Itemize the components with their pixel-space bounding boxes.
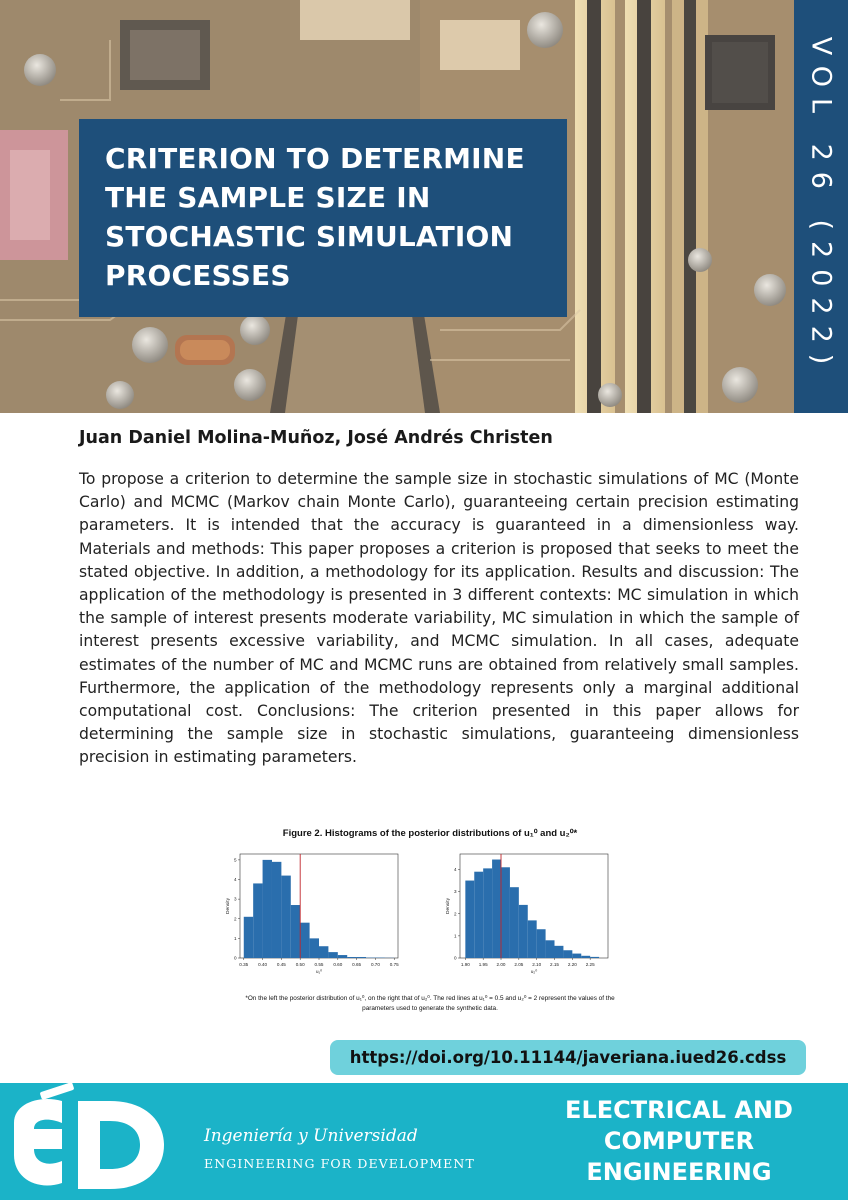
histogram-bar [474,872,483,958]
y-tick-label: 0 [453,955,457,961]
histogram-bar [319,946,328,958]
cover-photo [0,0,848,413]
x-tick-label: 2.10 [532,962,542,967]
x-tick-label: 0.60 [333,962,343,967]
journal-subtitle: ENGINEERING FOR DEVELOPMENT [204,1156,475,1171]
x-tick-label: 1.95 [478,962,488,967]
histogram-bar [563,950,572,958]
journal-name: Ingeniería y Universidad [204,1126,418,1146]
x-tick-label: 0.65 [352,962,362,967]
histogram-bar [572,954,581,958]
figure-caption-line: parameters used to generate the synthetic data. [362,1005,498,1012]
histogram-bar [528,920,537,958]
department-line: COMPUTER [603,1127,755,1155]
x-tick-label: 0.40 [258,962,268,967]
y-tick-label: 0 [233,955,237,961]
department-line: ENGINEERING [586,1158,772,1186]
histogram-bar [357,957,366,958]
title-line: CRITERION TO DETERMINE [105,142,525,175]
title-line: THE SAMPLE SIZE IN [105,181,431,214]
volume-label: VOL 26 (2022) [805,36,837,376]
y-tick-label: 1 [453,933,457,939]
footer [0,1083,848,1200]
volume-strip [794,0,848,413]
histogram-bar [281,876,290,958]
histogram-bar [244,917,253,958]
histogram-bar [310,938,319,958]
histogram-bar [300,923,309,958]
authors: Juan Daniel Molina-Muñoz, José Andrés Christen [79,428,553,448]
x-tick-label: 0.75 [389,962,399,967]
y-axis-label: Density [226,898,231,914]
histogram-bar [501,867,510,958]
y-tick-label: 2 [453,911,457,917]
histogram-figure [220,846,640,994]
histogram-bar [328,952,337,958]
department-line: ELECTRICAL AND [565,1096,793,1124]
histogram-bar [519,905,528,958]
histogram-bar [546,940,555,958]
histogram-bar [291,905,300,958]
x-tick-label: 1.90 [460,962,470,967]
y-tick-label: 3 [453,889,457,895]
abstract: To propose a criterion to determine the sample size in stochastic simulations of MC (Monte Carlo) and MCMC (Markov chain Monte Carlo), guaranteeing certain precision estimating parameters. It is intended that the accuracy is guaranteed in a dimensionless way. Materials and methods: This paper proposes a criterion is proposed that seeks to meet the stated objective. In addition, a methodology for its application. Results and discussion: The application of the methodology is presented in 3 different contexts: MC simulation in which the sample of interest presents moderate variability, MC simulation in which the sample of interest presents excessive variability, and MCMC simulation. In all cases, adequate estimates of the number of MC and MCMC runs are obtained from relatively small samples. Furthermore, the application of the methodology represents only a marginal additional computational cost. Conclusions: The criterion presented in this paper allows for determining the sample size in stochastic simulations, guaranteeing dimensionless precision in estimating parameters. [79,470,799,767]
x-tick-label: 2.25 [585,962,595,967]
x-tick-label: 2.05 [514,962,524,967]
x-tick-label: 2.00 [496,962,506,967]
y-tick-label: 3 [233,896,237,902]
histogram-bar [272,862,281,958]
figure-caption [220,994,640,1014]
x-tick-label: 2.15 [550,962,559,967]
y-tick-label: 4 [233,877,237,883]
y-tick-label: 4 [453,867,457,873]
y-tick-label: 2 [233,916,237,922]
x-tick-label: 0.35 [239,962,249,967]
histogram-bar [510,887,519,958]
histogram-bar [338,955,347,958]
department-label [520,1095,838,1188]
journal-logo-icon [0,1083,200,1200]
figure-caption-line: *On the left the posterior distribution of u₁⁰, on the right that of u₂⁰. The red lines at u₁⁰ = 0.5 and u₂⁰ = 2 represent the values of the [245,995,615,1002]
y-tick-label: 1 [233,935,237,941]
x-tick-label: 0.55 [314,962,324,967]
histogram-bar [263,860,272,958]
histogram-bar [483,868,492,958]
histogram-bar [537,929,546,958]
figure [220,828,640,1028]
histogram-bar [492,860,501,958]
histogram-bar [465,881,474,958]
y-tick-label: 5 [233,857,237,863]
histogram-bar [253,883,262,958]
x-tick-label: 0.50 [295,962,305,967]
title-box [79,119,567,317]
x-axis-label: u₂⁰ [530,970,538,975]
histogram-bar [590,957,599,958]
histogram-bar [347,957,356,958]
x-tick-label: 0.45 [276,962,286,967]
x-tick-label: 2.20 [567,962,577,967]
title-line: PROCESSES [105,259,291,292]
histogram-bar [581,956,590,958]
figure-title: Figure 2. Histograms of the posterior distributions of u₁⁰ and u₂⁰* [282,828,578,839]
article-title [105,139,541,295]
title-line: STOCHASTIC SIMULATION [105,220,514,253]
y-axis-label: Density [446,898,451,914]
x-tick-label: 0.70 [370,962,380,967]
histogram-bar [555,946,564,958]
x-axis-label: u₁⁰ [315,970,323,975]
doi-link[interactable]: https://doi.org/10.11144/javeriana.iued26.cdss [330,1040,806,1075]
